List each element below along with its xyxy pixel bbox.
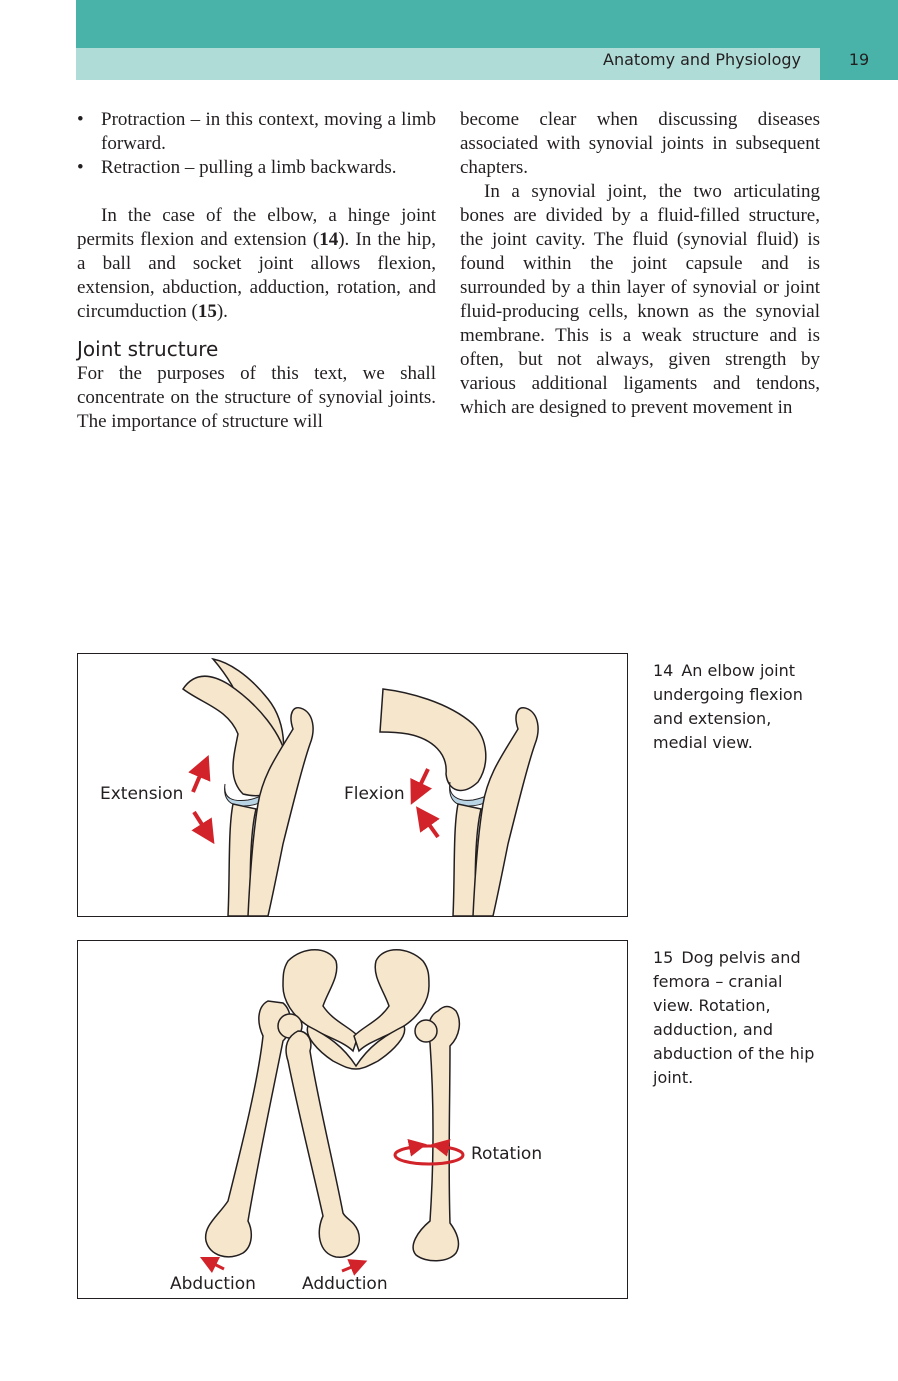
pelvis-femora-drawing: [78, 941, 628, 1299]
extension-label: Extension: [100, 784, 184, 804]
left-column: [77, 108, 436, 434]
paragraph-text: ).: [216, 301, 228, 322]
figure-15-pelvis-illustration: [77, 940, 628, 1299]
paragraph: [77, 204, 436, 324]
paragraph-text: ). In the hip, a ball and socket joint allows flexion, extension, abduction, adduction, rotation, and circumduction (: [77, 229, 436, 322]
bullet-dot: •: [77, 157, 84, 178]
paragraph: For the purposes of this text, we shall concentrate on the structure of synovial joints. The importance of structure will: [77, 363, 436, 432]
extension-arrow-up: [193, 766, 204, 792]
figure-14-elbow-illustration: [77, 653, 628, 917]
figure-reference: 14: [319, 229, 339, 250]
rotation-label: Rotation: [471, 1144, 543, 1164]
rotation-arrowhead-left: [408, 1146, 418, 1148]
figure-reference: 15: [197, 301, 217, 322]
page-number: 19: [848, 50, 870, 69]
right-femur: [413, 1007, 459, 1261]
paragraph-text: In the case of the elbow, a hinge joint permits flexion and extension (: [77, 205, 436, 250]
extension-arrow-down: [194, 812, 208, 834]
abduction-label: Abduction: [170, 1274, 256, 1294]
paragraph: become clear when discussing diseases associated with synovial joints in subsequent chapters.: [460, 109, 820, 178]
caption-text: Dog pelvis and femora – cranial view. Rotation, adduction, and abduction of the hip joint.: [653, 948, 815, 1087]
section-heading: Joint structure: [77, 337, 219, 361]
right-column: [460, 108, 820, 420]
bullet-text: Protraction – in this context, moving a limb forward.: [101, 109, 436, 154]
bullet-dot: •: [77, 109, 84, 130]
figure-14-caption: [653, 659, 823, 755]
rotation-arrow: [395, 1146, 463, 1164]
header-band-dark: [76, 0, 898, 48]
flexion-label: Flexion: [344, 784, 405, 804]
left-femur: [206, 1001, 302, 1257]
adduction-label: Adduction: [302, 1274, 388, 1294]
flexion-arrow-up: [423, 816, 438, 837]
elbow-extension-bones: [183, 659, 313, 916]
adduction-arrow: [342, 1264, 359, 1271]
flexion-arrow-down: [416, 769, 428, 794]
figure-15-caption: [653, 946, 823, 1090]
paragraph: In a synovial joint, the two articulating bones are divided by a fluid-filled structure, the joint cavity. The fluid (synovial fluid) is found within the joint capsule and is surrounded by a thin layer of synovial or joint fluid-producing cells, known as the synovial membrane. This is a weak structure and is often, but not always, given strength by various additional ligaments and tendons, which are designed to prevent movement in: [460, 181, 820, 418]
caption-text: An elbow joint undergoing flexion and extension, medial view.: [653, 661, 803, 752]
caption-number: 15: [653, 948, 674, 967]
running-title: Anatomy and Physiology: [603, 50, 801, 69]
bullet-item: [77, 108, 436, 156]
bullet-text: Retraction – pulling a limb backwards.: [101, 157, 397, 178]
bullet-item: [77, 156, 436, 180]
caption-number: 14: [653, 661, 674, 680]
abduction-arrow: [208, 1261, 224, 1269]
rotation-arrowhead-right: [440, 1146, 450, 1148]
